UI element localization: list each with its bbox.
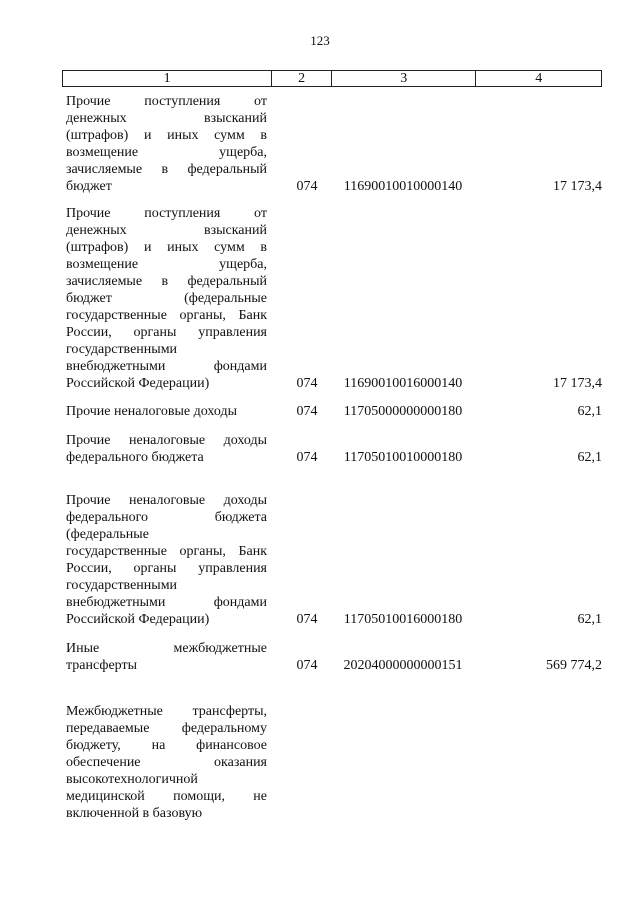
- row-name-line: передаваемые федеральному: [66, 721, 267, 736]
- row-code: 074: [296, 179, 318, 194]
- table-row: [66, 403, 602, 420]
- header-col-3: 3: [332, 71, 476, 86]
- row-name-line: бюджету, на финансовое: [66, 738, 267, 753]
- row-name-line: возмещение ущерба,: [66, 145, 267, 160]
- header-col-2: 2: [272, 71, 332, 86]
- row-name-line: Прочие неналоговые доходы: [66, 493, 267, 508]
- row-name-line: внебюджетными фондами: [66, 359, 267, 374]
- table-row: [66, 205, 602, 392]
- row-name: [66, 703, 267, 822]
- table-row: [66, 703, 602, 822]
- row-name-line: денежных взысканий: [66, 223, 267, 238]
- row-name-line: государственными: [66, 342, 178, 357]
- row-name-line: Прочие поступления от: [66, 206, 267, 221]
- row-name-line: медицинской помощи, не: [66, 789, 267, 804]
- row-name-line: государственные органы, Банк: [66, 544, 267, 559]
- row-code: 074: [296, 612, 318, 627]
- row-name: [66, 640, 267, 674]
- row-code: 074: [296, 376, 318, 391]
- row-name-line: (штрафов) и иных сумм в: [66, 240, 267, 255]
- row-name-line: России, органы управления: [66, 561, 267, 576]
- row-name: [66, 93, 267, 195]
- row-name-line: Межбюджетные трансферты,: [66, 704, 267, 719]
- row-kbk: 11705010010000180: [343, 450, 463, 465]
- header-col-4: 4: [535, 71, 543, 86]
- row-name-line: денежных взысканий: [66, 111, 267, 126]
- row-amount: 17 173,4: [553, 376, 602, 391]
- row-name-line: государственные органы, Банк: [66, 308, 267, 323]
- table-row: [66, 93, 602, 195]
- table-row: [66, 492, 602, 628]
- row-name-line: федерального бюджета: [66, 450, 204, 465]
- page-number: 123: [310, 33, 330, 48]
- row-amount: 569 774,2: [546, 658, 602, 673]
- row-name-line: (федеральные: [66, 527, 149, 542]
- row-name-line: внебюджетными фондами: [66, 595, 267, 610]
- row-amount: 62,1: [577, 404, 602, 419]
- row-name-line: Российской Федерации): [66, 376, 210, 391]
- row-kbk: 11690010010000140: [343, 179, 463, 194]
- row-kbk: 11690010016000140: [343, 376, 463, 391]
- row-amount: 62,1: [577, 612, 602, 627]
- row-name-line: бюджет: [66, 179, 112, 194]
- table-row: [66, 432, 602, 466]
- row-name-line: (штрафов) и иных сумм в: [66, 128, 267, 143]
- row-name-line: зачисляемые в федеральный: [66, 162, 267, 177]
- row-name-line: бюджет (федеральные: [66, 291, 267, 306]
- row-name: [66, 492, 267, 628]
- table-header: [62, 70, 602, 87]
- row-name-line: зачисляемые в федеральный: [66, 274, 267, 289]
- row-name-line: России, органы управления: [66, 325, 267, 340]
- row-kbk: 20204000000000151: [343, 658, 463, 673]
- row-name: [66, 432, 267, 466]
- row-kbk: 11705000000000180: [343, 404, 463, 419]
- row-name-line: возмещение ущерба,: [66, 257, 267, 272]
- header-col-1: 1: [63, 71, 272, 86]
- row-name: [66, 403, 267, 420]
- row-name-line: включенной в базовую: [66, 806, 203, 821]
- row-code: 074: [296, 404, 318, 419]
- row-code: 074: [296, 450, 318, 465]
- row-name-line: Российской Федерации): [66, 612, 210, 627]
- row-amount: 17 173,4: [553, 179, 602, 194]
- row-name-line: высокотехнологичной: [66, 772, 198, 787]
- row-amount: 62,1: [577, 450, 602, 465]
- row-name-line: государственными: [66, 578, 178, 593]
- row-name-line: Прочие поступления от: [66, 94, 267, 109]
- row-name-line: обеспечение оказания: [66, 755, 267, 770]
- row-name-line: Прочие неналоговые доходы: [66, 433, 267, 448]
- row-name-line: Прочие неналоговые доходы: [66, 404, 238, 419]
- row-kbk: 11705010016000180: [343, 612, 463, 627]
- row-name-line: Иные межбюджетные: [66, 641, 267, 656]
- row-code: 074: [296, 658, 318, 673]
- row-name: [66, 205, 267, 392]
- row-name-line: трансферты: [66, 658, 138, 673]
- table-row: [66, 640, 602, 674]
- row-name-line: федерального бюджета: [66, 510, 267, 525]
